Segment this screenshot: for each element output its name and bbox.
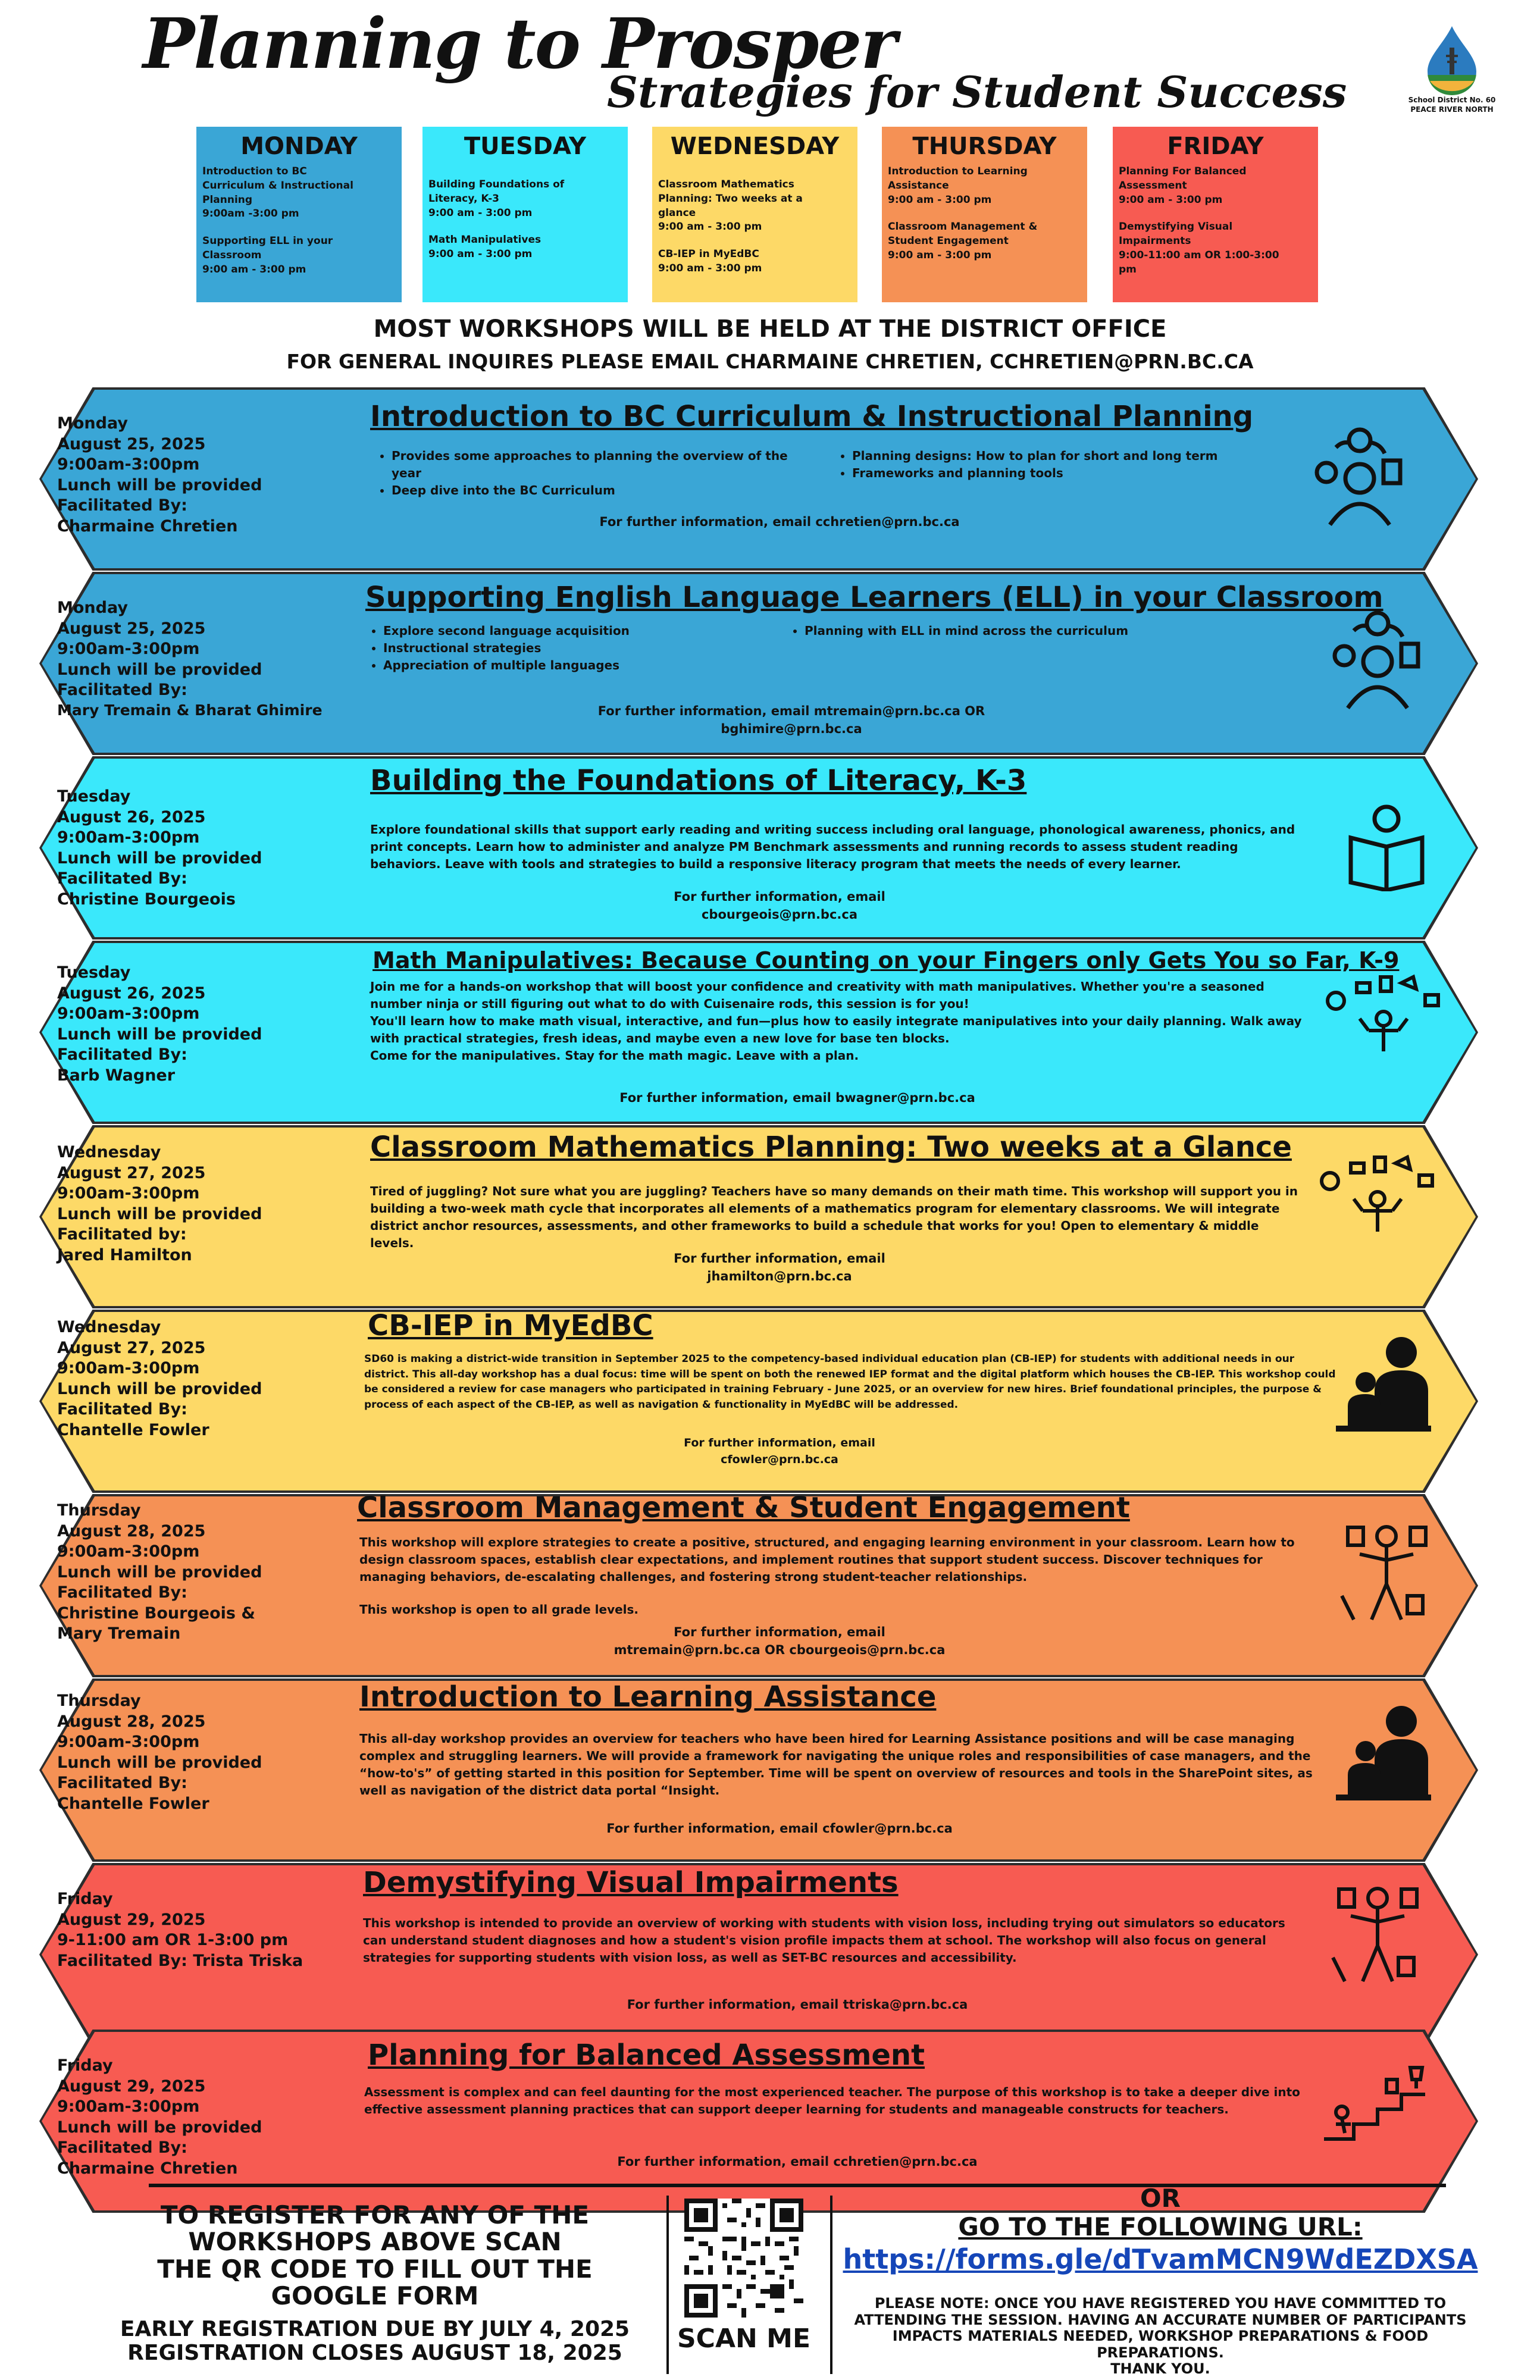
schedule-line: Demystifying Visual	[1119, 221, 1233, 233]
schedule-line: 9:00 am - 3:00 pm	[428, 248, 533, 261]
parent-child-icon	[1333, 1701, 1434, 1802]
contact-email: mtremain@prn.bc.ca OR cbourgeois@prn.bc.ca	[614, 1643, 946, 1658]
workshop-description: Assessment is complex and can feel daunting for the most experienced teacher. The purpose of this workshop is to take a deeper dive into effective assessment planning practices that can support deeper learning for students and manageable constructs for teachers.	[364, 2085, 1300, 2116]
workshop-lunch: Lunch will be provided	[57, 848, 262, 868]
schedule-line: Introduction to BC	[202, 165, 307, 177]
early-registration-date: EARLY REGISTRATION DUE BY JULY 4, 2025	[120, 2317, 630, 2341]
schedule-line: 9:00 am - 3:00 pm	[1119, 193, 1223, 206]
facilitator-name: Christine Bourgeois &	[57, 1604, 255, 1623]
facilitator-name: Mary Tremain	[57, 1624, 181, 1643]
workshop-date: August 27, 2025	[57, 1338, 206, 1357]
description-paragraph: This workshop is open to all grade levels.	[359, 1602, 639, 1617]
workshop-bullets-right	[791, 622, 1208, 640]
schedule-line: Impairments	[1119, 235, 1191, 248]
contact-text: For further information, email cchretien@prn.bc.ca	[599, 515, 960, 529]
facilitator-name: Charmaine Chretien	[57, 2159, 238, 2178]
workshop-bullets-right	[839, 447, 1267, 482]
workshop-time: 9:00am-3:00pm	[57, 1542, 200, 1561]
spacer	[202, 221, 396, 234]
facilitator-name: Charmaine Chretien	[57, 516, 238, 536]
schedule-line: Planning For Balanced	[1119, 165, 1247, 177]
workshop-title: Classroom Management & Student Engagement	[357, 1491, 1130, 1524]
schedule-line: 9:00 am - 3:00 pm	[658, 221, 762, 233]
bullet: • Explore second language acquisition	[383, 622, 787, 640]
workshop-lunch: Lunch will be provided	[57, 1379, 262, 1398]
facilitated-by-label: Facilitated By:	[57, 681, 187, 700]
facilitator-name: Mary Tremain & Bharat Ghimire	[57, 701, 323, 719]
schedule-card-thursday	[882, 127, 1087, 302]
schedule-line: Planning	[202, 193, 253, 206]
schedule-line: 9:00 am - 3:00 pm	[428, 206, 533, 219]
workshop-day: Thursday	[57, 1692, 141, 1710]
facilitated-by-label: Facilitated By: Trista Triska	[57, 1951, 303, 1970]
workshop-date: August 26, 2025	[57, 807, 206, 826]
workshop-contact	[357, 1623, 1202, 1659]
registration-close-date: REGISTRATION CLOSES AUGUST 18, 2025	[127, 2340, 622, 2365]
spacer	[428, 262, 622, 275]
facilitated-by-label: Facilitated By:	[57, 1045, 187, 1064]
workshop-date: August 28, 2025	[57, 1712, 206, 1731]
contact-text: For further information, email	[684, 1436, 875, 1449]
facilitator-name: Jared Hamilton	[57, 1245, 192, 1264]
workshop-contact	[357, 888, 1202, 924]
schedule-line: 9:00 am - 3:00 pm	[658, 262, 762, 274]
register-line: THE QR CODE TO FILL OUT THE	[157, 2254, 593, 2284]
workshop-contact	[369, 513, 1190, 531]
contact-text: For further information, email ttriska@prn.bc.ca	[627, 1997, 968, 2012]
busy-teacher-icon	[1336, 1518, 1437, 1626]
district-logo	[1392, 24, 1511, 114]
bullet: • Frameworks and planning tools	[852, 465, 1267, 482]
spacer	[428, 220, 622, 233]
workshop-time: 9:00am-3:00pm	[57, 1733, 200, 1752]
facilitator-name: Chantelle Fowler	[57, 1794, 209, 1813]
workshop-contact	[357, 1996, 1238, 2013]
workshop-lunch: Lunch will be provided	[57, 1753, 262, 1772]
workshop-description	[359, 1534, 1329, 1618]
facilitated-by-label: Facilitated by:	[57, 1225, 187, 1244]
bullet: • Planning with ELL in mind across the curriculum	[805, 622, 1208, 640]
bullet: • Appreciation of multiple languages	[383, 657, 787, 674]
qr-code[interactable]	[684, 2199, 803, 2318]
facilitator-name: Christine Bourgeois	[57, 890, 236, 909]
spacer	[658, 165, 852, 178]
workshop-description: Tired of juggling? Not sure what you are juggling? Teachers have so many demands on their math time. This workshop will support you in building a two-week math cycle that incorporates all elements of a mathematics program for elementary classrooms. We will integrate district anchor resources, assessments, and other frameworks to build a schedule that works for you! Open to elementary & middle levels.	[370, 1184, 1298, 1250]
page-title: Planning to Prosper	[143, 4, 896, 84]
workshop-title: Math Manipulatives: Because Counting on your Fingers only Gets You so Far, K-9	[373, 947, 1400, 973]
register-line: GOOGLE FORM	[271, 2281, 479, 2311]
workshop-title: Demystifying Visual Impairments	[363, 1866, 899, 1899]
contact-email: bghimire@prn.bc.ca	[721, 722, 862, 737]
workshop-time: 9:00am-3:00pm	[57, 828, 200, 847]
workshop-day: Tuesday	[57, 963, 131, 982]
contact-text: For further information, email	[674, 1251, 885, 1266]
workshop-day: Wednesday	[57, 1318, 161, 1336]
workshop-date: August 27, 2025	[57, 1163, 206, 1182]
workshop-2-details	[57, 598, 349, 720]
facilitated-by-label: Facilitated By:	[57, 1400, 187, 1419]
workshop-time: 9-11:00 am OR 1-3:00 pm	[57, 1931, 289, 1950]
contact-email: cbourgeois@prn.bc.ca	[701, 907, 857, 922]
facilitated-by-label: Facilitated By:	[57, 1774, 187, 1793]
location-notice: MOST WORKSHOPS WILL BE HELD AT THE DISTRICT OFFICE	[373, 315, 1167, 343]
workshop-time: 9:00am-3:00pm	[57, 1359, 200, 1378]
schedule-line: glance	[658, 206, 696, 219]
workshop-day: Tuesday	[57, 787, 131, 806]
contact-text: For further information, email bwagner@prn.bc.ca	[619, 1091, 975, 1105]
workshop-date: August 29, 2025	[57, 1910, 206, 1929]
register-line: WORKSHOPS ABOVE SCAN	[188, 2227, 562, 2257]
schedule-line: Classroom Mathematics	[658, 178, 794, 190]
thank-you-text: THANK YOU.	[1110, 2360, 1210, 2378]
day-name: THURSDAY	[912, 133, 1057, 160]
juggling-teacher-icon	[1318, 1151, 1437, 1241]
registration-url-link[interactable]: https://forms.gle/dTvamMCN9WdEZDXSA	[843, 2243, 1478, 2275]
workshop-title: Introduction to BC Curriculum & Instructional Planning	[370, 400, 1254, 433]
or-label: OR	[1140, 2184, 1181, 2213]
parent-child-icon	[1333, 1332, 1434, 1433]
scan-me-label: SCAN ME	[677, 2323, 811, 2354]
day-name: WEDNESDAY	[670, 133, 840, 160]
contact-text: For further information, email	[674, 890, 885, 904]
workshop-8-details	[57, 1691, 349, 1814]
schedule-line: Math Manipulatives	[428, 234, 541, 246]
workshop-10-details	[57, 2056, 349, 2179]
workshop-day: Friday	[57, 2056, 113, 2075]
workshop-day: Monday	[57, 414, 128, 433]
description-paragraph: This workshop will explore strategies to create a positive, structured, and engaging learning environment in your classroom. Learn how to design classroom spaces, establish clear expectations, and implement routines that support student success. Discover techniques for managing behaviors, de-escalating challenges, and fostering strong student-teacher relationships.	[359, 1535, 1295, 1584]
footer-separator	[830, 2196, 832, 2374]
workshop-date: August 25, 2025	[57, 434, 206, 453]
planning-person-icon	[1312, 424, 1407, 531]
schedule-line: Assistance	[888, 179, 949, 192]
workshop-contact	[357, 1250, 1202, 1286]
workshop-date: August 25, 2025	[57, 619, 206, 638]
note-text: PLEASE NOTE: ONCE YOU HAVE REGISTERED YOU HAVE COMMITTED TO ATTENDING THE SESSION. HAVING AN ACCURATE NUMBER OF PARTICIPANTS IMPACTS MATERIALS NEEDED, WORKSHOP PREPARATIONS & FOOD PREPARATIONS.	[854, 2295, 1467, 2361]
workshop-title: CB-IEP in MyEdBC	[368, 1309, 653, 1342]
contact-text: For further information, email cchretien@prn.bc.ca	[617, 2154, 978, 2169]
logo-drop-icon	[1419, 24, 1485, 95]
schedule-line: CB-IEP in MyEdBC	[658, 248, 759, 261]
workshop-contact	[369, 702, 1214, 738]
page-subtitle: Strategies for Student Success	[607, 67, 1347, 117]
schedule-line: pm	[1119, 263, 1137, 275]
workshop-6-details	[57, 1317, 349, 1440]
facilitated-by-label: Facilitated By:	[57, 1583, 187, 1602]
bullet: • Provides some approaches to planning the overview of the year	[392, 447, 819, 482]
register-line: TO REGISTER FOR ANY OF THE	[160, 2200, 590, 2229]
facilitator-name: Barb Wagner	[57, 1066, 176, 1085]
workshop-contact	[357, 1435, 1202, 1468]
workshop-7-details	[57, 1501, 349, 1645]
bullet: • Planning designs: How to plan for short and long term	[852, 447, 1267, 465]
workshop-description: This workshop is intended to provide an overview of working with students with vision loss, including trying out simulators so educators can understand student diagnoses and how a student's vision profile impacts them at school. The workshop will also focus on general strategies for supporting students with vision loss, as well as SET-BC resources and accessibility.	[363, 1916, 1285, 1965]
schedule-card-wednesday	[652, 127, 857, 302]
planning-person-icon	[1330, 607, 1425, 714]
schedule-line: Introduction to Learning	[888, 165, 1028, 177]
workshop-time: 9:00am-3:00pm	[57, 2097, 200, 2116]
schedule-line: Curriculum & Instructional	[202, 179, 353, 192]
workshop-day: Thursday	[57, 1501, 141, 1520]
reading-book-icon	[1342, 802, 1431, 891]
climbing-steps-icon	[1318, 2056, 1431, 2145]
busy-teacher-icon	[1327, 1880, 1428, 1987]
workshop-title: Building the Foundations of Literacy, K-3	[370, 764, 1027, 797]
workshop-bullets-left	[370, 622, 787, 674]
workshop-time: 9:00am-3:00pm	[57, 1184, 200, 1203]
spacer	[658, 234, 852, 248]
workshop-title: Supporting English Language Learners (ELL) in your Classroom	[365, 581, 1384, 614]
workshop-time: 9:00am-3:00pm	[57, 455, 200, 474]
contact-email: cfowler@prn.bc.ca	[721, 1452, 838, 1466]
contact-text: For further information, email cfowler@prn.bc.ca	[606, 1821, 953, 1836]
registration-note	[845, 2296, 1476, 2378]
registration-deadlines	[107, 2318, 643, 2365]
spacer	[888, 207, 1081, 220]
inquiry-notice: FOR GENERAL INQUIRES PLEASE EMAIL CHARMAINE CHRETIEN, CCHRETIEN@PRN.BC.CA	[286, 350, 1254, 373]
workshop-4-details	[57, 963, 349, 1086]
schedule-line: Building Foundations of	[428, 178, 565, 190]
workshop-bullets-left	[378, 447, 819, 499]
workshop-lunch: Lunch will be provided	[57, 1204, 262, 1223]
workshop-title: Classroom Mathematics Planning: Two weeks at a Glance	[370, 1130, 1292, 1164]
workshop-lunch: Lunch will be provided	[57, 2118, 262, 2137]
schedule-line: Classroom	[202, 249, 262, 261]
contact-text: For further information, email	[674, 1625, 885, 1639]
description-paragraph: Come for the manipulatives. Stay for the math magic. Leave with a plan.	[370, 1048, 859, 1063]
workshop-contact	[357, 1089, 1238, 1107]
schedule-line: 9:00 am - 3:00 pm	[888, 249, 992, 261]
day-name: MONDAY	[240, 133, 358, 160]
schedule-card-monday	[196, 127, 402, 302]
workshop-day: Friday	[57, 1890, 113, 1908]
workshop-lunch: Lunch will be provided	[57, 1562, 262, 1582]
spacer	[1119, 207, 1312, 220]
workshop-description: SD60 is making a district-wide transition in September 2025 to the competency-based individual education plan (CB-IEP) for students with additional needs in our district. This all-day workshop has a dual focus: time will be spent on both the renewed IEP format and the digital platform which houses the CB-IEP. This workshop could be considered a review for case managers who participated in training February - June 2025, or an overview for new hires. Brief foundational principles, the purpose & process of each aspect of the CB-IEP, as well as navigation & functionality in MyEdBC will be addressed.	[364, 1353, 1336, 1411]
workshop-day: Monday	[57, 599, 128, 617]
facilitated-by-label: Facilitated By:	[57, 869, 187, 888]
workshop-date: August 28, 2025	[57, 1521, 206, 1540]
juggling-teacher-icon	[1324, 971, 1443, 1060]
workshop-description: Explore foundational skills that support early reading and writing success including oral language, phonological awareness, phonics, and print concepts. Learn how to administer and analyze PM Benchmark assessments and running records to assess student reading behaviors. Leave with tools and strategies to build a responsive literacy program that meets the needs of every learner.	[370, 822, 1295, 871]
schedule-card-tuesday	[422, 127, 628, 302]
schedule-line: Literacy, K-3	[428, 192, 499, 205]
spacer	[888, 263, 1081, 276]
workshop-5-details	[57, 1142, 349, 1266]
description-paragraph: You'll learn how to make math visual, interactive, and fun—plus how to easily integrate manipulatives into your daily planning. Walk away with practical strategies, fresh ideas, and maybe even a new love for base ten blocks.	[370, 1014, 1302, 1045]
logo-text-line-1: School District No. 60	[1408, 96, 1496, 104]
contact-text: For further information, email mtremain@prn.bc.ca OR	[597, 704, 985, 718]
workshop-1-details	[57, 414, 349, 537]
facilitator-name: Chantelle Fowler	[57, 1420, 209, 1439]
schedule-line: 9:00am -3:00 pm	[202, 208, 299, 220]
workshop-lunch: Lunch will be provided	[57, 1025, 262, 1044]
workshop-description: This all-day workshop provides an overview for teachers who have been hired for Learning Assistance positions and will be case managing complex and struggling learners. We will provide a framework for navigating the unique roles and responsibilities of case managers, and the “how-to's” of getting started in this position for September. Time will be spent on overview of resources and tools in the SharePoint sites, as well as navigation of the district data portal “Insight.	[359, 1731, 1313, 1797]
workshop-contact	[357, 1820, 1202, 1837]
description-paragraph: Join me for a hands-on workshop that will boost your confidence and creativity with math manipulatives. Whether you're a seasoned number ninja or still figuring out what to do with Cuisenaire rods, this session is for you!	[370, 979, 1264, 1011]
workshop-lunch: Lunch will be provided	[57, 660, 262, 679]
bullet: • Instructional strategies	[383, 640, 787, 657]
workshop-title: Planning for Balanced Assessment	[368, 2038, 925, 2072]
workshop-9-details	[57, 1889, 349, 1971]
workshop-lunch: Lunch will be provided	[57, 475, 262, 494]
facilitated-by-label: Facilitated By:	[57, 496, 187, 515]
workshop-date: August 26, 2025	[57, 984, 206, 1003]
workshop-day: Wednesday	[57, 1143, 161, 1161]
schedule-line: 9:00 am - 3:00 pm	[888, 193, 992, 206]
schedule-line: Classroom Management &	[888, 221, 1038, 233]
workshop-3-details	[57, 787, 349, 910]
schedule-line: Student Engagement	[888, 235, 1009, 248]
spacer	[428, 165, 622, 178]
schedule-line: 9:00-11:00 am OR 1:00-3:00	[1119, 249, 1279, 261]
schedule-line: Assessment	[1119, 179, 1187, 192]
schedule-card-friday	[1113, 127, 1318, 302]
logo-text-line-2: PEACE RIVER NORTH	[1410, 105, 1494, 114]
bullet: • Deep dive into the BC Curriculum	[392, 482, 819, 499]
workshop-time: 9:00am-3:00pm	[57, 640, 200, 659]
schedule-line: Supporting ELL in your	[202, 235, 333, 248]
contact-email: jhamilton@prn.bc.ca	[707, 1269, 852, 1284]
workshop-description	[370, 978, 1310, 1064]
facilitated-by-label: Facilitated By:	[57, 2138, 187, 2157]
workshop-time: 9:00am-3:00pm	[57, 1004, 200, 1023]
workshop-contact	[357, 2153, 1238, 2171]
schedule-line: 9:00 am - 3:00 pm	[202, 263, 306, 275]
day-name: TUESDAY	[464, 133, 587, 160]
goto-url-label: GO TO THE FOLLOWING URL:	[958, 2212, 1363, 2241]
day-name: FRIDAY	[1167, 133, 1264, 160]
workshop-title: Introduction to Learning Assistance	[359, 1680, 937, 1714]
workshop-date: August 29, 2025	[57, 2077, 206, 2096]
registration-instructions	[107, 2202, 643, 2309]
schedule-line: Planning: Two weeks at a	[658, 192, 803, 205]
